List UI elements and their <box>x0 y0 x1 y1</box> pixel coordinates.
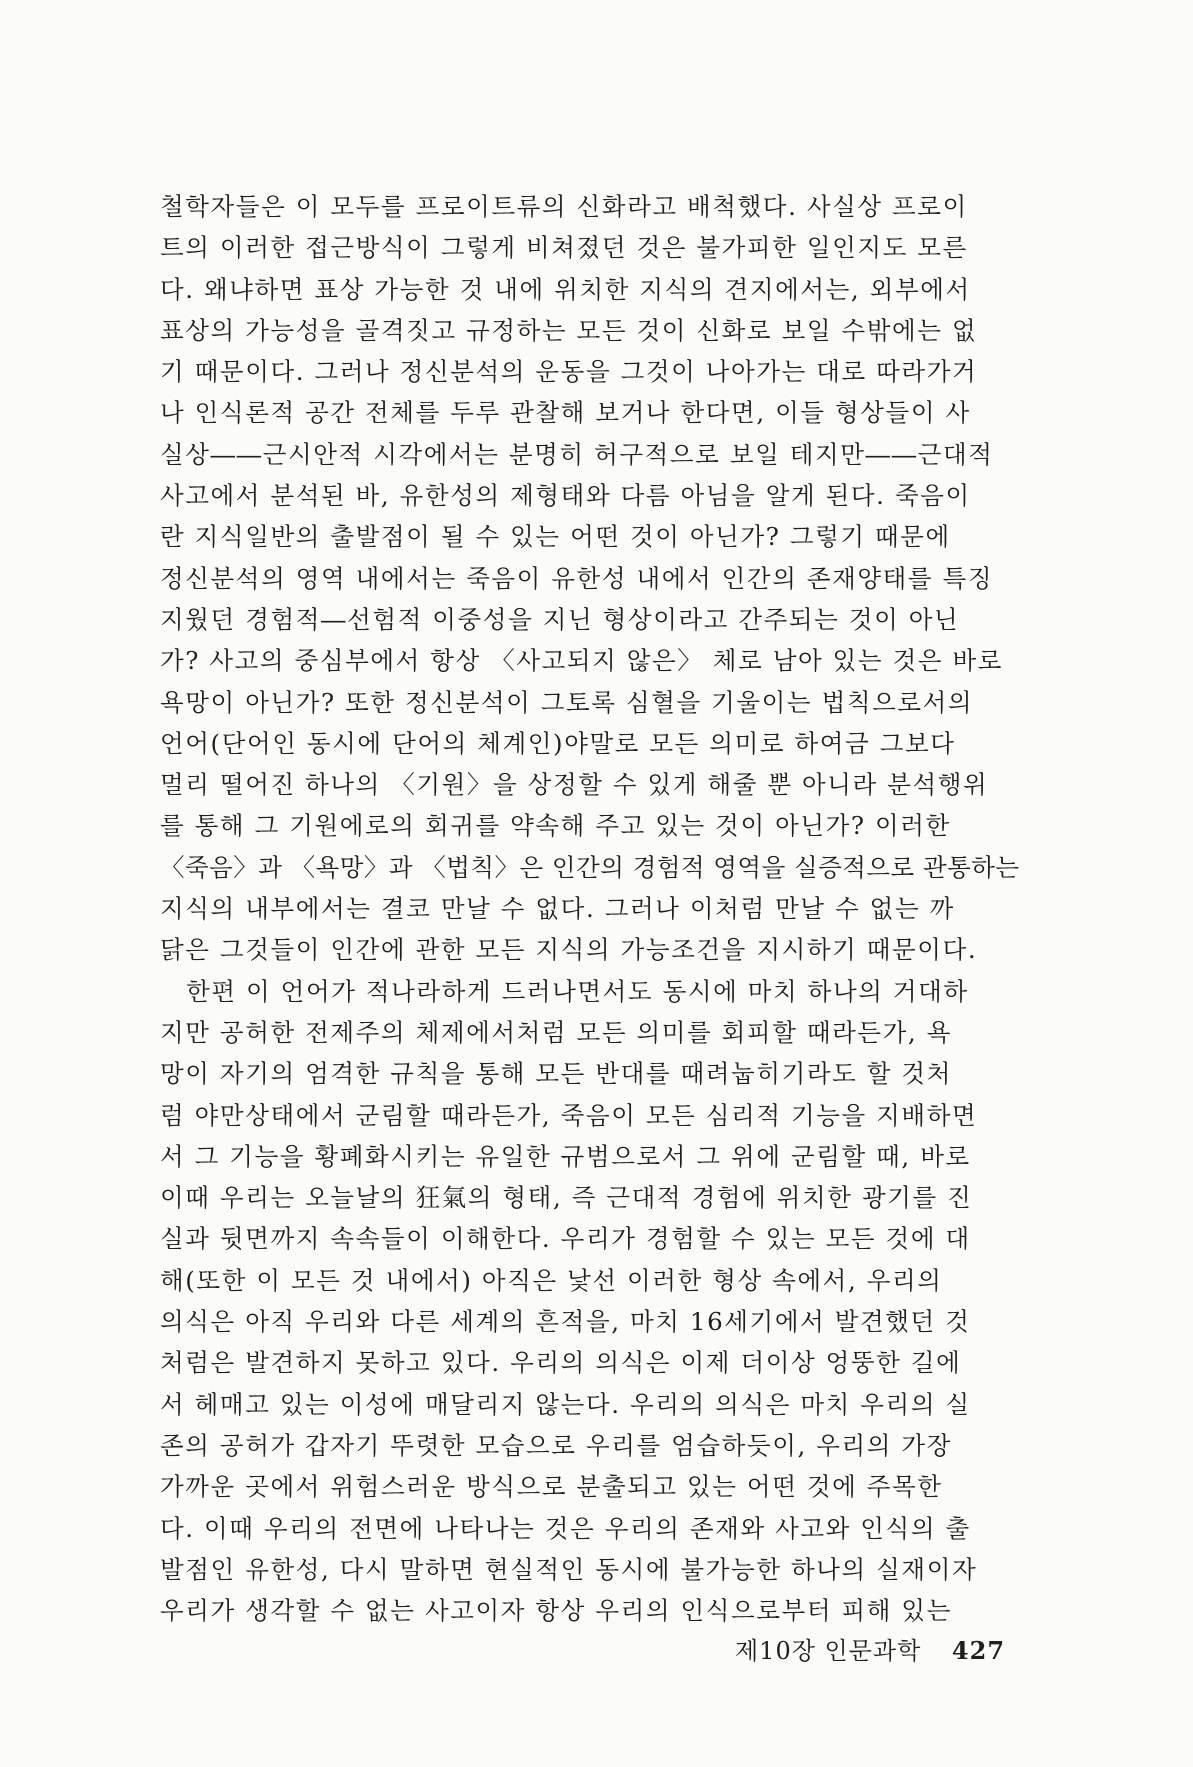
text-line: 를 통해 그 기원에로의 회귀를 약속해 주고 있는 것이 아닌가? 이러한 <box>160 811 951 841</box>
text-line: 서 그 기능을 황폐화시키는 유일한 규범으로서 그 위에 군림할 때, 바로 <box>160 1141 971 1171</box>
text-line: 다. 왜냐하면 표상 가능한 것 내에 위치한 지식의 견지에서는, 외부에서 <box>160 274 971 304</box>
text-line: 우리가 생각할 수 없는 사고이자 항상 우리의 인식으로부터 피해 있는 <box>160 1596 952 1626</box>
text-line: 한편 이 언어가 적나라하게 드러나면서도 동시에 마치 하나의 거대하 <box>160 976 969 1006</box>
text-line: 실과 뒷면까지 속속들이 이해한다. 우리가 경험할 수 있는 모든 것에 대 <box>160 1224 971 1254</box>
text-line: 정신분석의 영역 내에서는 죽음이 유한성 내에서 인간의 존재양태를 특징 <box>160 563 994 593</box>
text-line: 실상――근시안적 시각에서는 분명히 허구적으로 보일 테지만――근대적 <box>160 439 994 469</box>
text-line: 욕망이 아닌가? 또한 정신분석이 그토록 심혈을 기울이는 법칙으로서의 <box>160 687 974 717</box>
text-line: 지웠던 경험적―선험적 이중성을 지닌 형상이라고 간주되는 것이 아닌 <box>160 604 960 634</box>
text-line: 닭은 그것들이 인간에 관한 모든 지식의 가능조건을 지시하기 때문이다. <box>160 935 978 965</box>
text-line: 서 헤매고 있는 이성에 매달리지 않는다. 우리의 의식은 마치 우리의 실 <box>160 1389 971 1419</box>
text-line: 〈죽음〉과 〈욕망〉과 〈법칙〉은 인간의 경험적 영역을 실증적으로 관통하는 <box>160 852 1020 882</box>
page-number: 427 <box>951 1636 1006 1665</box>
text-line: 표상의 가능성을 골격짓고 규정하는 모든 것이 신화로 보일 수밖에는 없 <box>160 315 978 345</box>
text-line: 다. 이때 우리의 전면에 나타나는 것은 우리의 존재와 사고와 인식의 출 <box>160 1513 971 1543</box>
text-line: 철학자들은 이 모두를 프로이트류의 신화라고 배척했다. 사실상 프로이 <box>160 192 968 221</box>
text-line: 트의 이러한 접근방식이 그렇게 비쳐졌던 것은 불가피한 일인지도 모른 <box>160 233 968 263</box>
text-line: 의식은 아직 우리와 다른 세계의 흔적을, 마치 16세기에서 발견했던 것 <box>160 1307 971 1337</box>
text-line: 럼 야만상태에서 군림할 때라든가, 죽음이 모든 심리적 기능을 지배하면 <box>160 1100 978 1130</box>
text-line: 발점인 유한성, 다시 말하면 현실적인 동시에 불가능한 하나의 실재이자 <box>160 1554 978 1584</box>
text-line: 기 때문이다. 그러나 정신분석의 운동을 그것이 나아가는 대로 따라가거 <box>160 357 978 387</box>
text-line: 나 인식론적 공간 전체를 두루 관찰해 보거나 한다면, 이들 형상들이 사 <box>160 398 971 428</box>
text-line: 이때 우리는 오늘날의 狂氣의 형태, 즉 근대적 경험에 위치한 광기를 진 <box>160 1183 973 1213</box>
text-line: 란 지식일반의 출발점이 될 수 있는 어떤 것이 아닌가? 그렇기 때문에 <box>160 522 951 552</box>
text-line: 사고에서 분석된 바, 유한성의 제형태와 다름 아님을 알게 된다. 죽음이 <box>160 481 971 511</box>
text-line: 망이 자기의 엄격한 규칙을 통해 모든 반대를 때려눕히기라도 할 것처 <box>160 1059 952 1089</box>
text-line: 지만 공허한 전제주의 체제에서처럼 모든 의미를 회피할 때라든가, 욕 <box>160 1017 952 1047</box>
text-line: 처럼은 발견하지 못하고 있다. 우리의 의식은 이제 더이상 엉뚱한 길에 <box>160 1348 962 1378</box>
text-line: 지식의 내부에서는 결코 만날 수 없다. 그러나 이처럼 만날 수 없는 까 <box>160 894 955 924</box>
body-text <box>160 186 1020 1631</box>
text-line: 언어(단어인 동시에 단어의 체계인)야말로 모든 의미로 하여금 그보다 <box>160 728 956 758</box>
text-line: 가까운 곳에서 위험스러운 방식으로 분출되고 있는 어떤 것에 주목한 <box>160 1472 943 1502</box>
page-footer <box>735 1631 1025 1666</box>
running-footer-chapter: 제10장 인문과학 <box>735 1637 922 1665</box>
text-line: 멀리 떨어진 하나의 〈기원〉을 상정할 수 있게 해줄 뿐 아니라 분석행위 <box>160 770 989 800</box>
text-line: 존의 공허가 갑자기 뚜렷한 모습으로 우리를 엄습하듯이, 우리의 가장 <box>160 1430 952 1460</box>
text-line: 해(또한 이 모든 것 내에서) 아직은 낯선 이러한 형상 속에서, 우리의 <box>160 1265 943 1295</box>
text-line: 가? 사고의 중심부에서 항상 〈사고되지 않은〉 체로 남아 있는 것은 바로 <box>160 646 1004 676</box>
